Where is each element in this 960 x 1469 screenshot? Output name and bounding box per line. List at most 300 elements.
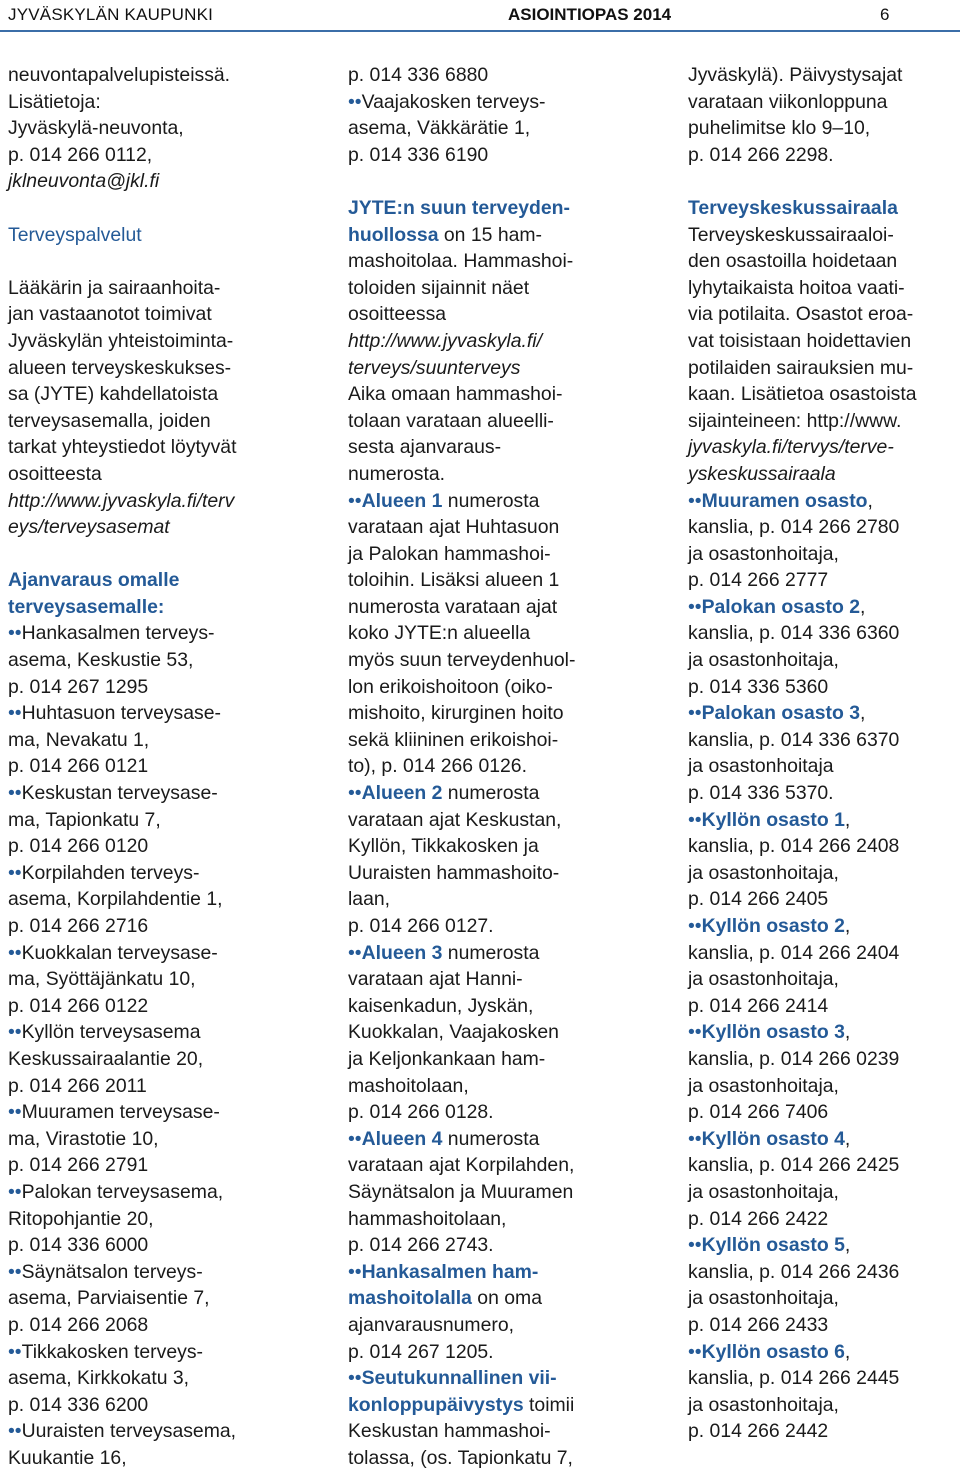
text-line bbox=[688, 89, 958, 116]
text-line bbox=[348, 222, 673, 249]
body-text: p. 014 336 6190 bbox=[348, 143, 489, 166]
text-line bbox=[8, 62, 333, 89]
body-text: toloihin. Lisäksi alueen 1 bbox=[348, 569, 560, 592]
bullet-icon: •• bbox=[688, 702, 702, 725]
text-column-1 bbox=[8, 62, 333, 1469]
body-text: , bbox=[860, 702, 866, 725]
body-text: kanslia, p. 014 266 0239 bbox=[688, 1047, 900, 1070]
body-text: tolaan varataan alueelli- bbox=[348, 409, 554, 432]
text-line bbox=[688, 1099, 958, 1126]
body-text: Jyväskylä). Päivystysajat bbox=[688, 64, 903, 86]
body-text: toloiden sijainnit näet bbox=[348, 276, 530, 299]
text-line bbox=[348, 1259, 673, 1286]
bullet-icon: •• bbox=[8, 941, 22, 964]
body-text: ja osastonhoitaja, bbox=[688, 1393, 839, 1416]
text-line bbox=[688, 860, 958, 887]
text-line bbox=[688, 1339, 958, 1366]
text-line bbox=[348, 966, 673, 993]
highlight-text: konloppupäivystys bbox=[348, 1393, 524, 1416]
bullet-icon: •• bbox=[8, 622, 22, 645]
text-line bbox=[688, 1392, 958, 1419]
body-text: p. 014 266 2405 bbox=[688, 888, 829, 911]
text-line bbox=[8, 488, 333, 515]
text-line bbox=[688, 753, 958, 780]
text-line bbox=[348, 381, 673, 408]
text-line bbox=[348, 1392, 673, 1419]
body-text: numerosta bbox=[442, 1127, 540, 1150]
text-line bbox=[348, 1206, 673, 1233]
body-text: p. 014 266 2433 bbox=[688, 1313, 829, 1336]
text-line bbox=[8, 1152, 333, 1179]
bullet-icon: •• bbox=[8, 702, 22, 725]
body-text: p. 014 336 6880 bbox=[348, 64, 489, 86]
body-text: p. 014 266 2791 bbox=[8, 1154, 149, 1177]
body-text: , bbox=[844, 1340, 851, 1363]
text-line bbox=[688, 620, 958, 647]
text-line bbox=[688, 275, 958, 302]
text-line bbox=[348, 355, 673, 382]
body-text: ma, Virastotie 10, bbox=[8, 1127, 159, 1150]
highlight-text: Alueen 2 bbox=[361, 782, 443, 805]
body-text: kanslia, p. 014 266 2436 bbox=[688, 1260, 900, 1283]
text-line bbox=[8, 355, 333, 382]
text-line bbox=[8, 1339, 333, 1366]
text-line bbox=[348, 647, 673, 674]
bullet-icon: •• bbox=[8, 782, 22, 805]
body-text: asema, Keskustie 53, bbox=[8, 649, 194, 672]
text-line bbox=[348, 913, 673, 940]
body-text: on oma bbox=[471, 1287, 542, 1310]
body-text: varataan viikonloppuna bbox=[688, 90, 888, 113]
text-line bbox=[8, 1019, 333, 1046]
body-text: numerosta varataan ajat bbox=[348, 595, 558, 618]
body-text: asema, Parviaisentie 7, bbox=[8, 1287, 210, 1310]
body-text: Kyllön terveysasema bbox=[21, 1021, 201, 1044]
text-line bbox=[8, 1445, 333, 1469]
highlight-text: Muuramen osasto bbox=[701, 489, 868, 512]
text-line bbox=[8, 700, 333, 727]
body-text: Kuokkalan terveysase- bbox=[21, 941, 218, 964]
body-text: kanslia, p. 014 266 2445 bbox=[688, 1367, 900, 1390]
text-line bbox=[688, 833, 958, 860]
body-text: , bbox=[844, 1127, 851, 1150]
text-line bbox=[688, 1152, 958, 1179]
text-line bbox=[688, 1418, 958, 1445]
body-text: Keskussairaalantie 20, bbox=[8, 1047, 204, 1070]
body-text: Jyväskylän yhteistoiminta- bbox=[8, 329, 234, 352]
text-line bbox=[8, 1312, 333, 1339]
text-line bbox=[688, 940, 958, 967]
text-line bbox=[348, 993, 673, 1020]
body-text: laan, bbox=[348, 888, 391, 911]
body-text: Aika omaan hammashoi- bbox=[348, 383, 563, 406]
body-text: , bbox=[867, 489, 873, 512]
text-line bbox=[348, 62, 673, 89]
text-line bbox=[688, 780, 958, 807]
text-line bbox=[348, 1285, 673, 1312]
body-text: Uuraisten terveysasema, bbox=[21, 1420, 237, 1443]
body-text: ja osastonhoitaja, bbox=[688, 1287, 839, 1310]
body-text: Kuokkalan, Vaajakosken bbox=[348, 1021, 559, 1044]
body-text: sa (JYTE) kahdellatoista bbox=[8, 383, 219, 406]
bullet-icon: •• bbox=[8, 1420, 22, 1443]
text-line bbox=[688, 301, 958, 328]
body-text: ja osastonhoitaja, bbox=[688, 968, 839, 991]
body-text: ajanvarausnumero, bbox=[348, 1313, 514, 1336]
spacer bbox=[8, 248, 333, 275]
highlight-text: Alueen 4 bbox=[361, 1127, 443, 1150]
body-text: kanslia, p. 014 266 2425 bbox=[688, 1154, 900, 1177]
highlight-text: Terveyskeskussairaala bbox=[688, 196, 898, 219]
text-line bbox=[348, 488, 673, 515]
text-line bbox=[8, 913, 333, 940]
text-line bbox=[688, 913, 958, 940]
text-line bbox=[688, 142, 958, 169]
text-line bbox=[8, 674, 333, 701]
text-line bbox=[688, 1046, 958, 1073]
body-text: sekä kliininen erikoishoi- bbox=[348, 728, 559, 751]
text-line bbox=[8, 780, 333, 807]
text-line bbox=[348, 833, 673, 860]
body-text: numerosta bbox=[442, 489, 540, 512]
text-line bbox=[688, 514, 958, 541]
text-line bbox=[348, 248, 673, 275]
text-line bbox=[8, 434, 333, 461]
body-text: ja osastonhoitaja, bbox=[688, 542, 839, 565]
text-line bbox=[348, 115, 673, 142]
text-line bbox=[688, 328, 958, 355]
text-line bbox=[8, 1046, 333, 1073]
body-text: Hankasalmen terveys- bbox=[21, 622, 215, 645]
text-line bbox=[348, 1019, 673, 1046]
text-line bbox=[348, 1232, 673, 1259]
bullet-icon: •• bbox=[8, 861, 22, 884]
body-text: Lisätietoja: bbox=[8, 90, 101, 113]
body-text: Säynätsalon terveys- bbox=[21, 1260, 203, 1283]
text-column-3 bbox=[688, 62, 958, 1445]
text-line bbox=[688, 567, 958, 594]
text-line bbox=[8, 1418, 333, 1445]
text-line bbox=[688, 1126, 958, 1153]
body-text: Vaajakosken terveys- bbox=[361, 90, 546, 113]
link-text[interactable]: http://www.jyvaskyla.fi/terv bbox=[8, 489, 235, 512]
bullet-icon: •• bbox=[348, 941, 362, 964]
text-line bbox=[688, 1019, 958, 1046]
text-line bbox=[348, 434, 673, 461]
highlight-text: Alueen 1 bbox=[361, 489, 443, 512]
text-line bbox=[348, 727, 673, 754]
text-line bbox=[8, 753, 333, 780]
highlight-text: huollossa bbox=[348, 223, 439, 246]
bullet-icon: •• bbox=[348, 1367, 362, 1390]
text-line bbox=[688, 807, 958, 834]
bullet-icon: •• bbox=[688, 915, 702, 937]
highlight-text: terveysasemalle: bbox=[8, 595, 165, 618]
body-text: myös suun terveydenhuol- bbox=[348, 649, 576, 672]
text-line bbox=[8, 727, 333, 754]
body-text: Huhtasuon terveysase- bbox=[21, 702, 221, 725]
body-text: varataan ajat Korpilahden, bbox=[348, 1154, 575, 1177]
highlight-text: Kyllön osasto 1 bbox=[701, 808, 845, 831]
page-header bbox=[0, 0, 960, 36]
body-text: lon erikoishoitoon (oiko- bbox=[348, 675, 553, 698]
text-line bbox=[688, 993, 958, 1020]
body-text: p. 014 336 6000 bbox=[8, 1234, 149, 1257]
text-line bbox=[688, 966, 958, 993]
text-column-2 bbox=[348, 62, 673, 1469]
body-text: numerosta bbox=[442, 941, 540, 964]
text-line bbox=[8, 461, 333, 488]
text-line bbox=[8, 647, 333, 674]
body-text: p. 014 266 0120 bbox=[8, 835, 149, 858]
link-text[interactable]: eys/terveysasemat bbox=[8, 516, 170, 539]
highlight-text: Terveyspalvelut bbox=[8, 223, 142, 246]
text-line bbox=[8, 1392, 333, 1419]
text-line bbox=[8, 301, 333, 328]
body-text: kanslia, p. 014 336 6360 bbox=[688, 622, 900, 645]
body-text: mashoitolaan, bbox=[348, 1074, 469, 1097]
bullet-icon: •• bbox=[688, 489, 702, 512]
text-line bbox=[348, 461, 673, 488]
text-line bbox=[8, 594, 333, 621]
text-line bbox=[688, 727, 958, 754]
body-text: Säynätsalon ja Muuramen bbox=[348, 1180, 574, 1203]
body-text: ja Palokan hammashoi- bbox=[348, 542, 551, 565]
highlight-text: Palokan osasto 3 bbox=[701, 702, 860, 725]
highlight-text: JYTE:n suun terveyden- bbox=[348, 196, 570, 219]
body-text: ja osastonhoitaja, bbox=[688, 1074, 839, 1097]
text-line bbox=[348, 700, 673, 727]
text-line bbox=[688, 381, 958, 408]
body-text: to), p. 014 266 0126. bbox=[348, 755, 527, 778]
link-text[interactable]: jklneuvonta@jkl.fi bbox=[8, 170, 160, 193]
highlight-text: Kyllön osasto 2 bbox=[701, 915, 845, 937]
text-line bbox=[688, 62, 958, 89]
text-line bbox=[348, 594, 673, 621]
text-line bbox=[688, 408, 958, 435]
body-text: varataan ajat Keskustan, bbox=[348, 808, 562, 831]
text-line bbox=[8, 514, 333, 541]
body-text: p. 014 266 2743. bbox=[348, 1234, 494, 1257]
text-line bbox=[348, 408, 673, 435]
body-text: kanslia, p. 014 266 2780 bbox=[688, 516, 900, 539]
text-line bbox=[348, 1126, 673, 1153]
body-text: potilaiden sairauksien mu- bbox=[688, 356, 914, 379]
body-text: numerosta bbox=[442, 782, 540, 805]
text-line bbox=[8, 1179, 333, 1206]
text-line bbox=[688, 647, 958, 674]
bullet-icon: •• bbox=[348, 1260, 362, 1283]
text-line bbox=[8, 940, 333, 967]
highlight-text: Kyllön osasto 4 bbox=[701, 1127, 845, 1150]
text-line bbox=[8, 381, 333, 408]
text-line bbox=[8, 275, 333, 302]
text-line bbox=[688, 1259, 958, 1286]
text-line bbox=[8, 1365, 333, 1392]
body-text: kaisenkadun, Jyskän, bbox=[348, 994, 534, 1017]
text-line bbox=[348, 1179, 673, 1206]
text-line bbox=[8, 408, 333, 435]
body-text: terveysasemalla, joiden bbox=[8, 409, 211, 432]
text-line bbox=[348, 620, 673, 647]
body-text: p. 014 336 5360 bbox=[688, 675, 829, 698]
text-line bbox=[348, 142, 673, 169]
bullet-icon: •• bbox=[688, 1340, 702, 1363]
text-line bbox=[348, 674, 673, 701]
highlight-text: Palokan osasto 2 bbox=[701, 595, 860, 618]
body-text: mashoitolaa. Hammashoi- bbox=[348, 250, 574, 273]
body-text: p. 014 266 2422 bbox=[688, 1207, 829, 1230]
page-number: 6 bbox=[880, 5, 890, 24]
body-text: ja osastonhoitaja, bbox=[688, 861, 839, 884]
text-line bbox=[8, 860, 333, 887]
text-line bbox=[688, 488, 958, 515]
highlight-text: Hankasalmen ham- bbox=[361, 1260, 539, 1283]
text-line bbox=[688, 1073, 958, 1100]
body-text: Uuraisten hammashoito- bbox=[348, 861, 560, 884]
text-line bbox=[348, 1365, 673, 1392]
text-line bbox=[348, 1046, 673, 1073]
text-line bbox=[348, 301, 673, 328]
highlight-text: Ajanvaraus omalle bbox=[8, 569, 180, 592]
text-line bbox=[688, 1285, 958, 1312]
body-text: p. 014 266 0128. bbox=[348, 1101, 494, 1124]
bullet-icon: •• bbox=[8, 1180, 22, 1203]
text-line bbox=[688, 594, 958, 621]
text-line bbox=[688, 886, 958, 913]
text-line bbox=[348, 860, 673, 887]
text-line bbox=[688, 674, 958, 701]
text-line bbox=[348, 1073, 673, 1100]
body-text: , bbox=[844, 1021, 851, 1044]
body-text: Keskustan terveysase- bbox=[21, 782, 218, 805]
bullet-icon: •• bbox=[688, 1234, 702, 1257]
link-text[interactable]: yskeskussairaala bbox=[688, 462, 836, 485]
body-text: asema, Korpilahdentie 1, bbox=[8, 888, 223, 911]
bullet-icon: •• bbox=[688, 1127, 702, 1150]
body-text: ja osastonhoitaja, bbox=[688, 649, 839, 672]
spacer bbox=[688, 168, 958, 195]
text-line bbox=[688, 461, 958, 488]
text-line bbox=[8, 168, 333, 195]
text-line bbox=[688, 1312, 958, 1339]
text-line bbox=[688, 222, 958, 249]
body-text: , bbox=[844, 808, 851, 831]
text-line bbox=[348, 940, 673, 967]
link-text[interactable]: jyvaskyla.fi/tervys/terve- bbox=[688, 436, 894, 459]
text-line bbox=[688, 541, 958, 568]
body-text: varataan ajat Huhtasuon bbox=[348, 516, 560, 539]
text-line bbox=[688, 1179, 958, 1206]
body-text: ma, Nevakatu 1, bbox=[8, 728, 150, 751]
bullet-icon: •• bbox=[8, 1260, 22, 1283]
text-line bbox=[348, 1339, 673, 1366]
text-line bbox=[8, 1126, 333, 1153]
publication-title: ASIOINTIOPAS 2014 bbox=[508, 5, 672, 24]
body-text: Kuukantie 16, bbox=[8, 1446, 127, 1469]
body-text: kanslia, p. 014 266 2404 bbox=[688, 941, 900, 964]
bullet-icon: •• bbox=[688, 595, 702, 618]
bullet-icon: •• bbox=[8, 1021, 22, 1044]
body-text: lyhytaikaista hoitoa vaati- bbox=[688, 276, 905, 299]
text-line bbox=[348, 1312, 673, 1339]
text-line bbox=[688, 195, 958, 222]
text-line bbox=[688, 1206, 958, 1233]
text-line bbox=[8, 1285, 333, 1312]
text-line bbox=[8, 1206, 333, 1233]
body-text: via potilaita. Osastot eroa- bbox=[688, 303, 914, 326]
text-line bbox=[8, 115, 333, 142]
text-line bbox=[348, 807, 673, 834]
body-text: ma, Tapionkatu 7, bbox=[8, 808, 161, 831]
body-text: , bbox=[844, 915, 851, 937]
text-line bbox=[348, 567, 673, 594]
bullet-icon: •• bbox=[348, 1127, 362, 1150]
body-text: koko JYTE:n alueella bbox=[348, 622, 531, 645]
body-text: , bbox=[860, 595, 866, 618]
body-text: alueen terveyskeskukses- bbox=[8, 356, 232, 379]
text-line bbox=[348, 1445, 673, 1469]
text-line bbox=[8, 807, 333, 834]
text-line bbox=[8, 328, 333, 355]
text-line bbox=[8, 620, 333, 647]
text-line bbox=[348, 275, 673, 302]
text-line bbox=[688, 1365, 958, 1392]
body-text: , bbox=[844, 1234, 851, 1257]
text-line bbox=[348, 541, 673, 568]
link-text[interactable]: http://www.jyvaskyla.fi/ bbox=[348, 329, 542, 352]
body-text: asema, Kirkkokatu 3, bbox=[8, 1367, 190, 1390]
body-text: kanslia, p. 014 336 6370 bbox=[688, 728, 900, 751]
body-text: p. 014 266 7406 bbox=[688, 1101, 829, 1124]
body-text: p. 014 266 2414 bbox=[688, 994, 829, 1017]
bullet-icon: •• bbox=[348, 90, 362, 113]
body-text: ja Keljonkankaan ham- bbox=[348, 1047, 546, 1070]
body-text: toimii bbox=[523, 1393, 575, 1416]
text-line bbox=[348, 514, 673, 541]
spacer bbox=[348, 168, 673, 195]
text-line bbox=[348, 1099, 673, 1126]
body-text: p. 014 266 2068 bbox=[8, 1313, 149, 1336]
bullet-icon: •• bbox=[8, 1340, 22, 1363]
body-text: p. 014 266 2298. bbox=[688, 143, 834, 166]
body-text: jan vastaanotot toimivat bbox=[8, 303, 212, 326]
body-text: kaan. Lisätietoa osastoista bbox=[688, 383, 917, 406]
body-text: Tikkakosken terveys- bbox=[21, 1340, 203, 1363]
bullet-icon: •• bbox=[348, 489, 362, 512]
text-line bbox=[348, 753, 673, 780]
body-text: sesta ajanvaraus- bbox=[348, 436, 502, 459]
link-text[interactable]: terveys/suunterveys bbox=[348, 356, 521, 379]
body-text: Muuramen terveysase- bbox=[21, 1101, 220, 1124]
body-text: Palokan terveysasema, bbox=[21, 1180, 224, 1203]
body-text: osoitteessa bbox=[348, 303, 447, 326]
highlight-text: Kyllön osasto 5 bbox=[701, 1234, 845, 1257]
body-text: osoitteesta bbox=[8, 462, 102, 485]
text-line bbox=[8, 142, 333, 169]
body-text: vat toisistaan hoidettavien bbox=[688, 329, 912, 352]
body-text: sijainteineen: http://www. bbox=[688, 409, 902, 432]
text-line bbox=[8, 1259, 333, 1286]
body-text: kanslia, p. 014 266 2408 bbox=[688, 835, 900, 858]
text-line bbox=[688, 115, 958, 142]
bullet-icon: •• bbox=[348, 782, 362, 805]
text-line bbox=[8, 222, 333, 249]
body-text: Terveyskeskussairaaloi- bbox=[688, 223, 894, 246]
body-text: p. 014 267 1205. bbox=[348, 1340, 494, 1363]
text-line bbox=[688, 355, 958, 382]
body-text: tarkat yhteystiedot löytyvät bbox=[8, 436, 237, 459]
